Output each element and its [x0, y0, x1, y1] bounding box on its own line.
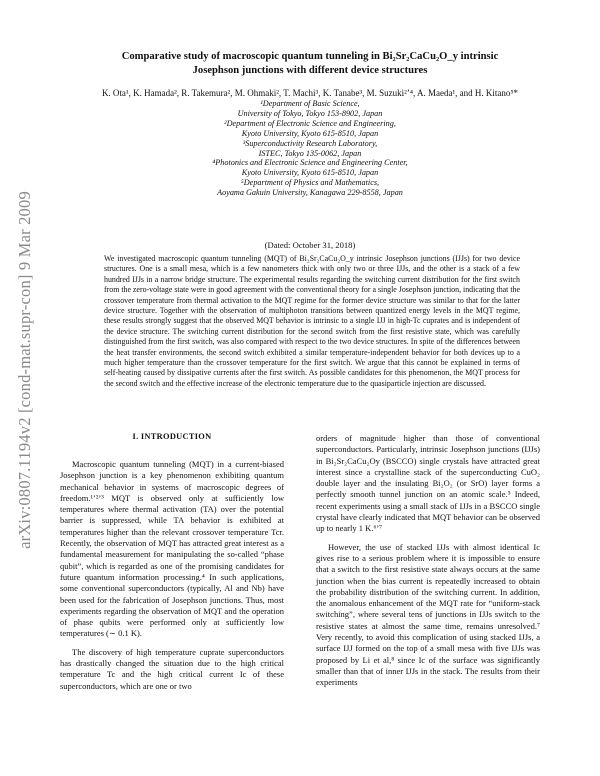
- affiliation-line: ³Superconductivity Research Laboratory,: [242, 138, 378, 148]
- affiliations: [70, 99, 550, 198]
- body-paragraph: Macroscopic quantum tunneling (MQT) in a current-biased Josephson junction is a key phenomenon exhibiting quantum mechanical behavior in systems of macroscopic degrees of freedom.¹ʼ²ʼ³ MQT is observed only at sufficiently low temperatures where thermal activation (TA) over the potential barrier is suppressed, while TA behavior is exhibited at temperatures higher than the relevant crossover temperature Tcr. Recently, the observation of MQT has attracted great interest as a fundamental measurement for manipulating the so-called “phase qubit”, which is regarded as one of the promising candidates for future quantum information processing.⁴ In such applications, some conventional superconductors (typically, Al and Nb) have been used for the fabrication of Josephson junctions. Thus, most experiments regarding the observation of MQT and the operation of phase qubits were performed only at sufficiently low temperatures (∼ 0.1 K).: [60, 459, 284, 639]
- affiliation-line: ⁵Department of Physics and Mathematics,: [240, 178, 380, 188]
- body-paragraph: orders of magnitude higher than those of conventional superconductors. Particularly, intrinsic Josephson junctions (IJJs) in Bi₂Sr₂CaCu₂Oy (BSCCO) single crystals have attracted great interest since a crystalline stack of the superconducting CuO₂ double layer and the insulating Bi₂O₂ (or SrO) layer forms a perfectly smooth tunnel junction on an atomic scale.⁵ Indeed, recent experiments using a small stack of IJJs in a BSCCO single crystal have clearly indicated that MQT behavior can be observed up to nearly 1 K.⁶ʼ⁷: [316, 433, 540, 534]
- affiliation-line: Kyoto University, Kyoto 615-8510, Japan: [241, 128, 379, 138]
- title-line-1: Comparative study of macroscopic quantum tunneling in Bi₂Sr₂CaCu₂O_y intrinsic: [121, 51, 499, 62]
- abstract: We investigated macroscopic quantum tunneling (MQT) of Bi₂Sr₂CaCu₂O_y intrinsic Josephson junctions (IJJs) for two device structures. One is a small mesa, which is a few nanometers thick with only two or three IJJs, and the other is a stack of a few hundred IJJs in a narrow bridge structure. The experimental results regarding the switching current distribution for the first switch from the zero-voltage state were in good agreement with the conventional theory for a single Josephson junction, indicating that the crossover temperature from thermal activation to the MQT regime for the former device structure was similar to that for the latter device structure. Together with the observation of multiphoton transitions between quantized energy levels in the MQT regime, these results strongly suggest that the observed MQT behavior is intrinsic to a single IJJ in high-Tc cuprates and is independent of the device structure. The switching current distribution for the second switch from the first resistive state, which was carefully distinguished from the first switch, was also compared with respect to the two device structures. In spite of the differences between the heat transfer environments, the second switch exhibited a similar temperature-independent behavior for both devices up to a much higher temperature than the crossover temperature for the first switch. We argue that this cannot be explained in terms of self-heating caused by dissipative currents after the first switch. As possible candidates for this phenomenon, the MQT process for the second switch and the effective increase of the electronic temperature due to the quasiparticle injection are discussed.: [104, 254, 520, 388]
- title-line-2: Josephson junctions with different device structures: [192, 65, 428, 76]
- right-column: [316, 433, 540, 689]
- affiliation-line: University of Tokyo, Tokyo 153-8902, Japan: [237, 108, 383, 118]
- author-list: K. Ota¹, K. Hamada², R. Takemura², M. Ohmaki², T. Machi³, K. Tanabe³, M. Suzuki²ʼ⁴, A. Maeda¹, and H. Kitano⁵*: [101, 88, 519, 98]
- affiliation-line: Aoyama Gakuin University, Kanagawa 229-8558, Japan: [217, 188, 403, 198]
- affiliation-line: ²Department of Electronic Science and Engineering,: [224, 118, 396, 128]
- paper-title: [70, 50, 550, 78]
- affiliation-line: ¹Department of Basic Science,: [260, 99, 360, 108]
- left-column: [60, 459, 284, 692]
- affiliation-line: ISTEC, Tokyo 135-0062, Japan: [258, 148, 362, 158]
- arxiv-stamp: [14, 150, 36, 590]
- affiliation-line: ⁴Photonics and Electronic Science and Engineering Center,: [212, 158, 408, 168]
- section-heading: I. INTRODUCTION: [132, 432, 212, 441]
- arxiv-identifier: arXiv:0807.1194v2 [cond-mat.supr-con] 9 Mar 2009: [15, 191, 34, 549]
- body-paragraph: The discovery of high temperature cuprate superconductors has drastically changed the situation due to the high critical temperature Tc and the high critical current Ic of these superconductors, which are one or two: [60, 646, 284, 691]
- date-line: (Dated: October 31, 2018): [264, 240, 356, 250]
- affiliation-line: Kyoto University, Kyoto 615-8510, Japan: [241, 168, 379, 178]
- body-paragraph: However, the use of stacked IJJs with almost identical Ic gives rise to a serious problem where it is impossible to ensure that a switch to the first resistive state always occurs at the same junction when the bias current is repeatedly increased to obtain the probability distribution of the switching current. In addition, the anomalous enhancement of the MQT rate for “uniform-stack switching”, where several tens of junctions in IJJs switch to the resistive states at almost the same time, remains unresolved.⁷ Very recently, to avoid this complication of using stacked IJJs, a surface IJJ formed on the top of a small mesa with five IJJs was proposed by Li et al,⁸ since Ic of the surface was significantly smaller than that of inner IJJs in the stack. The results from their experiments: [316, 541, 540, 688]
